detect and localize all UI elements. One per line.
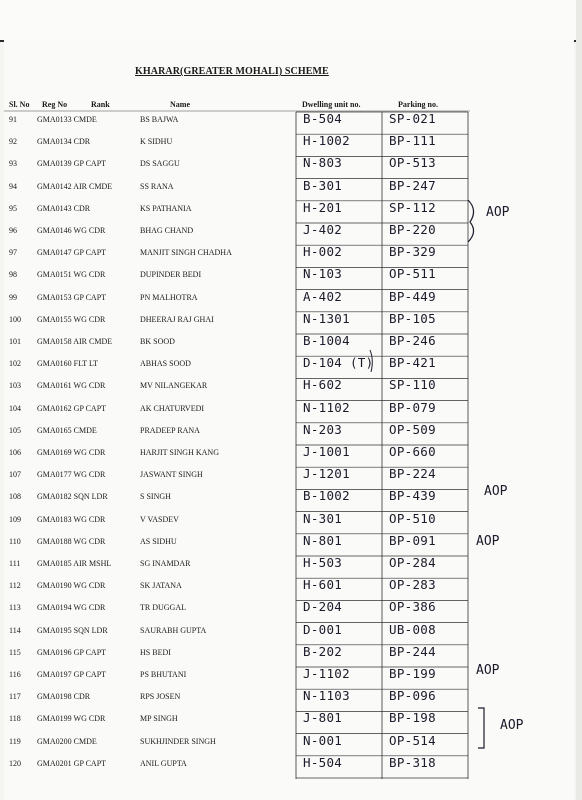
cell-name: HARJIT SINGH KANG xyxy=(140,448,219,457)
cell-dwelling-unit: B-301 xyxy=(303,177,343,193)
table-row xyxy=(0,357,582,379)
cell-reg-rank: GMA0133 CMDE xyxy=(37,115,97,124)
header-rank: Rank xyxy=(91,100,110,109)
cell-parking: OP-386 xyxy=(389,599,436,615)
cell-reg-rank: GMA0139 GP CAPT xyxy=(37,159,107,169)
cell-sl-no: 104 xyxy=(9,403,21,413)
table-row xyxy=(0,310,582,335)
cell-dwelling-unit: H-002 xyxy=(303,244,343,260)
cell-parking: BP-244 xyxy=(389,643,436,659)
cell-reg-rank: GMA0185 AIR MSHL xyxy=(37,559,112,568)
header-parking: Parking no. xyxy=(398,100,439,109)
cell-parking: OP-511 xyxy=(389,266,436,282)
cell-sl-no: 110 xyxy=(9,536,21,546)
cell-sl-no: 108 xyxy=(9,492,21,502)
cell-name: PN MALHOTRA xyxy=(140,292,198,302)
header-reg-no: Reg No xyxy=(42,100,68,109)
cell-parking: BP-449 xyxy=(389,288,436,304)
cell-name: ABHAS SOOD xyxy=(140,359,191,369)
cell-reg-rank: GMA0200 CMDE xyxy=(37,736,97,746)
cell-parking: OP-660 xyxy=(389,444,436,459)
header-dwelling-unit: Dwelling unit no. xyxy=(302,100,361,109)
cell-reg-rank: GMA0190 WG CDR xyxy=(37,581,106,591)
cell-name: HS BEDI xyxy=(140,647,171,657)
cell-reg-rank: GMA0169 WG CDR xyxy=(37,448,106,457)
cell-parking: OP-513 xyxy=(389,155,436,171)
table-row xyxy=(0,754,582,779)
cell-dwelling-unit: N-1301 xyxy=(303,310,350,326)
table-row xyxy=(0,557,582,579)
cell-sl-no: 96 xyxy=(9,226,17,235)
cell-sl-no: 92 xyxy=(9,137,17,147)
cell-reg-rank: GMA0160 FLT LT xyxy=(37,359,99,369)
cell-dwelling-unit: H-601 xyxy=(303,577,343,593)
cell-dwelling-unit: H-602 xyxy=(303,377,343,393)
cell-parking: SP-110 xyxy=(389,377,436,393)
cell-reg-rank: GMA0196 GP CAPT xyxy=(37,647,107,657)
cell-reg-rank: GMA0201 GP CAPT xyxy=(37,758,107,768)
cell-parking: BP-439 xyxy=(389,488,436,504)
cell-sl-no: 109 xyxy=(9,514,21,524)
cell-name: S SINGH xyxy=(140,492,171,502)
annotation-aop: AOP xyxy=(484,484,508,499)
cell-name: K SIDHU xyxy=(140,137,173,147)
cell-name: V VASDEV xyxy=(140,514,179,524)
cell-parking: OP-509 xyxy=(389,421,436,437)
cell-reg-rank: GMA0195 SQN LDR xyxy=(37,625,108,635)
cell-name: BS BAJWA xyxy=(140,115,179,124)
table-row xyxy=(0,135,582,157)
cell-dwelling-unit: J-1201 xyxy=(303,466,350,482)
cell-sl-no: 95 xyxy=(9,203,17,213)
cell-parking: BP-246 xyxy=(389,333,436,348)
scan-top-band xyxy=(0,0,582,42)
cell-parking: BP-318 xyxy=(389,754,436,770)
cell-dwelling-unit: N-301 xyxy=(303,510,343,526)
cell-reg-rank: GMA0198 CDR xyxy=(37,692,91,702)
cell-parking: OP-284 xyxy=(389,555,436,570)
cell-parking: SP-112 xyxy=(389,199,436,215)
table-row xyxy=(0,379,582,401)
cell-sl-no: 105 xyxy=(9,425,21,435)
cell-sl-no: 101 xyxy=(9,337,21,346)
cell-sl-no: 111 xyxy=(9,559,21,568)
table-row xyxy=(0,621,582,646)
cell-parking: BP-199 xyxy=(389,666,436,681)
cell-name: SAURABH GUPTA xyxy=(140,625,207,635)
cell-parking: OP-510 xyxy=(389,510,436,526)
cell-sl-no: 98 xyxy=(9,270,17,280)
cell-parking: BP-079 xyxy=(389,399,436,415)
cell-reg-rank: GMA0158 AIR CMDE xyxy=(37,337,113,346)
cell-parking: BP-091 xyxy=(389,532,436,548)
cell-dwelling-unit: H-503 xyxy=(303,555,343,570)
table-row xyxy=(0,690,582,712)
cell-parking: BP-329 xyxy=(389,244,436,260)
table-row xyxy=(0,579,582,601)
cell-parking: SP-021 xyxy=(389,111,436,126)
cell-name: RPS JOSEN xyxy=(140,692,181,702)
cell-dwelling-unit: B-1002 xyxy=(303,488,350,504)
header-sl-no: Sl. No xyxy=(9,100,30,109)
cell-name: ANIL GUPTA xyxy=(140,758,187,768)
table-row xyxy=(0,335,582,357)
table-row xyxy=(0,177,582,202)
cell-dwelling-unit: B-202 xyxy=(303,643,343,659)
cell-dwelling-unit: J-1102 xyxy=(303,666,350,681)
cell-parking: UB-008 xyxy=(389,621,436,637)
cell-sl-no: 120 xyxy=(9,758,21,768)
cell-dwelling-unit: J-402 xyxy=(303,222,343,237)
cell-dwelling-unit: B-504 xyxy=(303,111,343,126)
cell-dwelling-unit: N-803 xyxy=(303,155,343,171)
cell-name: BHAG CHAND xyxy=(140,226,194,235)
table-row xyxy=(0,246,582,268)
cell-sl-no: 99 xyxy=(9,292,17,302)
cell-dwelling-unit: H-201 xyxy=(303,199,343,215)
cell-parking: BP-224 xyxy=(389,466,436,482)
cell-dwelling-unit: N-801 xyxy=(303,532,343,548)
cell-dwelling-unit: N-1102 xyxy=(303,399,350,415)
annotation-aop: AOP xyxy=(476,663,500,678)
cell-reg-rank: GMA0162 GP CAPT xyxy=(37,403,107,413)
cell-reg-rank: GMA0182 SQN LDR xyxy=(37,492,108,502)
cell-dwelling-unit: H-504 xyxy=(303,754,343,770)
cell-parking: OP-283 xyxy=(389,577,436,593)
cell-name: KS PATHANIA xyxy=(140,203,192,213)
cell-sl-no: 97 xyxy=(9,248,17,258)
table-row xyxy=(0,399,582,424)
cell-reg-rank: GMA0146 WG CDR xyxy=(37,226,106,235)
cell-reg-rank: GMA0194 WG CDR xyxy=(37,603,106,613)
cell-sl-no: 100 xyxy=(9,314,21,324)
cell-parking: BP-105 xyxy=(389,310,436,326)
cell-name: MP SINGH xyxy=(140,714,178,724)
cell-dwelling-unit: H-1002 xyxy=(303,133,350,149)
cell-sl-no: 118 xyxy=(9,714,21,724)
cell-dwelling-unit: D-204 xyxy=(303,599,343,615)
table-row xyxy=(0,446,582,468)
cell-name: SUKHJINDER SINGH xyxy=(140,736,216,746)
cell-sl-no: 94 xyxy=(9,181,17,191)
cell-dwelling-unit: A-402 xyxy=(303,288,343,304)
table-row xyxy=(0,268,582,290)
document-title: KHARAR(GREATER MOHALI) SCHEME xyxy=(135,66,329,77)
cell-name: PRADEEP RANA xyxy=(140,425,200,435)
cell-parking: BP-247 xyxy=(389,177,436,193)
cell-reg-rank: GMA0188 WG CDR xyxy=(37,536,106,546)
cell-dwelling-unit: J-1001 xyxy=(303,444,350,459)
cell-sl-no: 93 xyxy=(9,159,17,169)
cell-sl-no: 107 xyxy=(9,470,21,480)
cell-dwelling-unit: J-801 xyxy=(303,710,343,726)
cell-sl-no: 116 xyxy=(9,670,21,679)
annotation-aop: AOP xyxy=(500,718,524,733)
cell-name: AK CHATURVEDI xyxy=(140,403,205,413)
table-row xyxy=(0,113,582,135)
cell-dwelling-unit: N-203 xyxy=(303,421,343,437)
cell-reg-rank: GMA0153 GP CAPT xyxy=(37,292,107,302)
cell-name: BK SOOD xyxy=(140,337,175,346)
cell-name: JASWANT SINGH xyxy=(140,470,203,480)
table-row xyxy=(0,157,582,179)
cell-sl-no: 114 xyxy=(9,625,21,635)
cell-sl-no: 102 xyxy=(9,359,21,369)
table-row xyxy=(0,288,582,313)
table-row xyxy=(0,510,582,535)
cell-name: AS SIDHU xyxy=(140,536,177,546)
cell-dwelling-unit: N-001 xyxy=(303,732,343,748)
cell-name: MV NILANGEKAR xyxy=(140,381,208,391)
cell-dwelling-unit: N-1103 xyxy=(303,688,350,704)
cell-parking: BP-096 xyxy=(389,688,436,704)
cell-name: DS SAGGU xyxy=(140,159,180,169)
table-row xyxy=(0,601,582,623)
cell-name: DHEERAJ RAJ GHAI xyxy=(140,314,214,324)
annotation-aop: AOP xyxy=(486,205,510,220)
cell-reg-rank: GMA0183 WG CDR xyxy=(37,514,106,524)
cell-reg-rank: GMA0177 WG CDR xyxy=(37,470,106,480)
cell-parking: BP-220 xyxy=(389,222,436,237)
cell-parking: BP-111 xyxy=(389,133,436,149)
table-row xyxy=(0,224,582,246)
header-name: Name xyxy=(170,100,190,109)
cell-name: TR DUGGAL xyxy=(140,603,186,613)
annotation-aop: AOP xyxy=(476,534,500,549)
cell-name: SS RANA xyxy=(140,181,174,191)
cell-reg-rank: GMA0142 AIR CMDE xyxy=(37,181,113,191)
table-row xyxy=(0,712,582,734)
cell-parking: OP-514 xyxy=(389,732,436,748)
cell-reg-rank: GMA0197 GP CAPT xyxy=(37,670,107,679)
cell-sl-no: 112 xyxy=(9,581,21,591)
cell-sl-no: 117 xyxy=(9,692,21,702)
cell-name: PS BHUTANI xyxy=(140,670,187,679)
cell-reg-rank: GMA0165 CMDE xyxy=(37,425,97,435)
cell-parking: BP-421 xyxy=(389,355,436,371)
table-row xyxy=(0,732,582,757)
cell-dwelling-unit: B-1004 xyxy=(303,333,350,348)
cell-sl-no: 115 xyxy=(9,647,21,657)
cell-dwelling-unit: D-001 xyxy=(303,621,343,637)
cell-reg-rank: GMA0143 CDR xyxy=(37,203,91,213)
cell-reg-rank: GMA0155 WG CDR xyxy=(37,314,106,324)
cell-reg-rank: GMA0147 GP CAPT xyxy=(37,248,107,258)
cell-name: DUPINDER BEDI xyxy=(140,270,202,280)
table-row xyxy=(0,421,582,446)
cell-parking: BP-198 xyxy=(389,710,436,726)
cell-name: MANJIT SINGH CHADHA xyxy=(140,248,232,258)
cell-sl-no: 103 xyxy=(9,381,21,391)
cell-sl-no: 113 xyxy=(9,603,21,613)
cell-dwelling-unit: N-103 xyxy=(303,266,343,282)
cell-reg-rank: GMA0199 WG CDR xyxy=(37,714,106,724)
cell-reg-rank: GMA0134 CDR xyxy=(37,137,91,147)
cell-reg-rank: GMA0161 WG CDR xyxy=(37,381,106,391)
cell-name: SG INAMDAR xyxy=(140,559,191,568)
cell-sl-no: 106 xyxy=(9,448,21,457)
cell-dwelling-unit: D-104 (T) xyxy=(303,355,374,371)
cell-sl-no: 91 xyxy=(9,115,17,124)
cell-reg-rank: GMA0151 WG CDR xyxy=(37,270,106,280)
cell-sl-no: 119 xyxy=(9,736,21,746)
cell-name: SK JATANA xyxy=(140,581,182,591)
